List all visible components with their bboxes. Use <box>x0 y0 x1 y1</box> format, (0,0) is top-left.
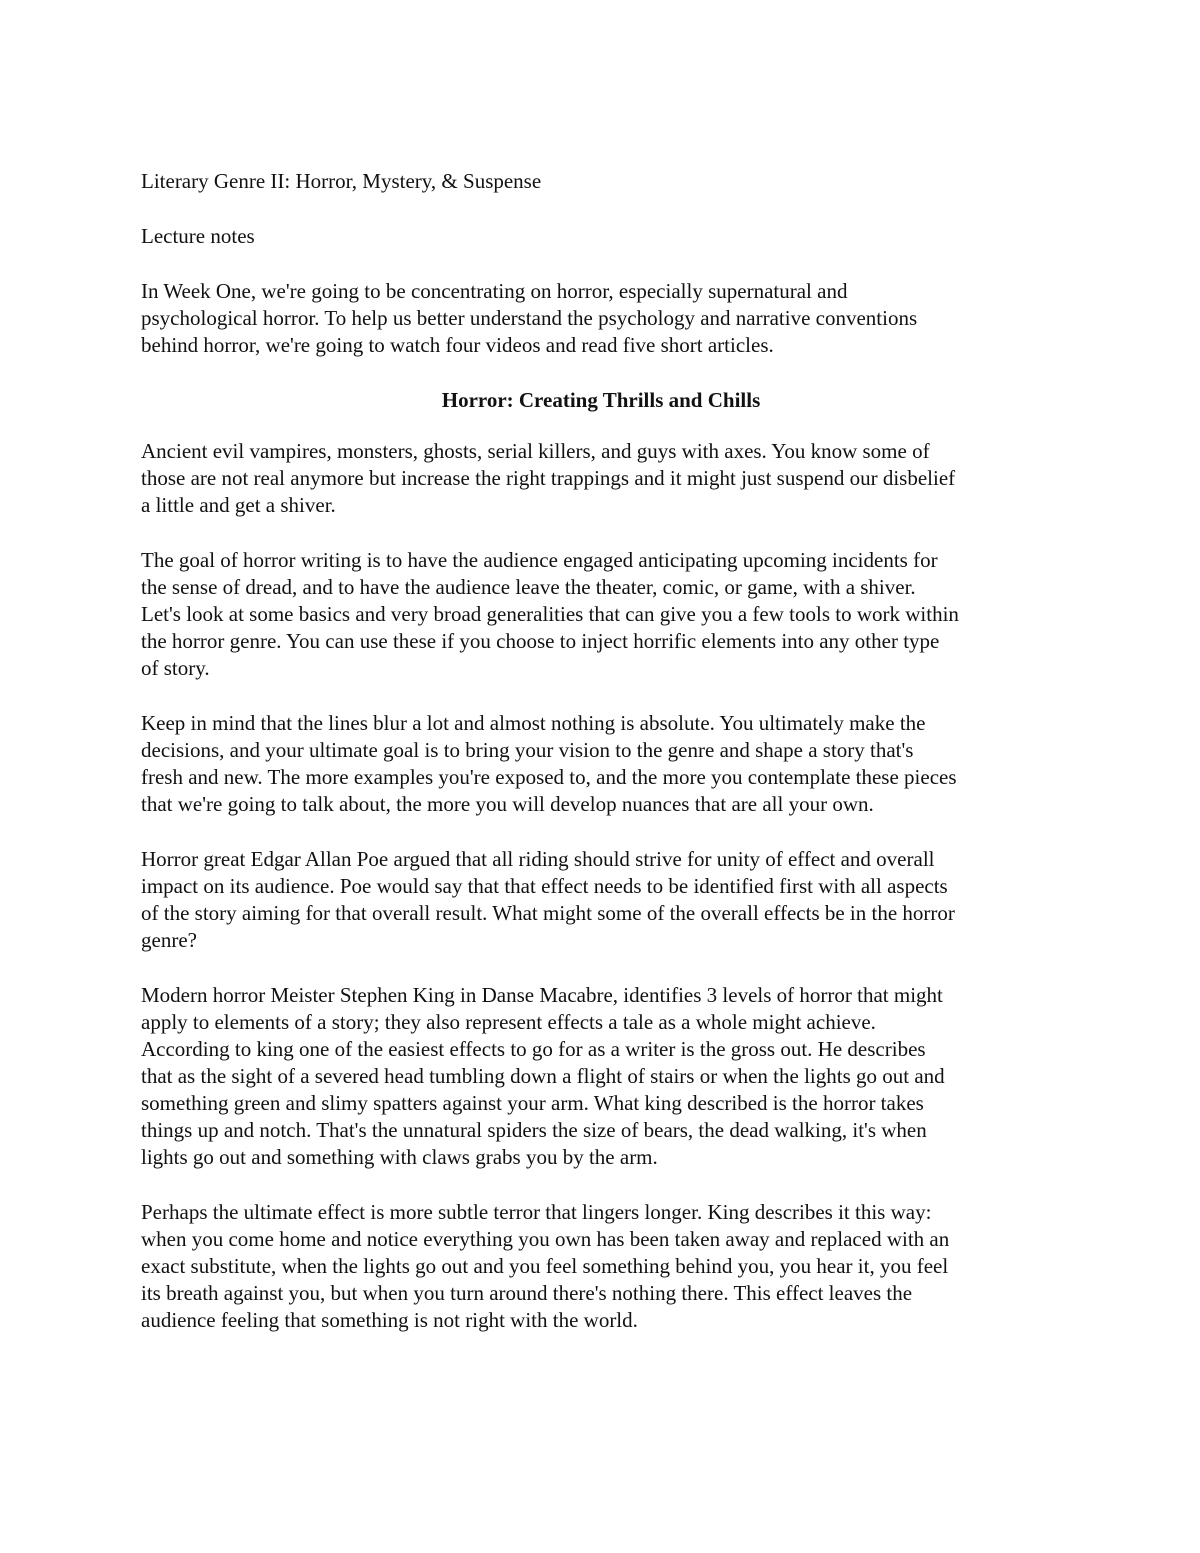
paragraph-line: Perhaps the ultimate effect is more subtle terror that lingers longer. King describes it this way: <box>141 1200 932 1224</box>
body-paragraph-2 <box>141 547 1061 682</box>
body-paragraph-1 <box>141 438 1061 519</box>
paragraph-line: According to king one of the easiest effects to go for as a writer is the gross out. He describes <box>141 1037 926 1061</box>
paragraph-line: something green and slimy spatters against your arm. What king described is the horror takes <box>141 1091 924 1115</box>
body-paragraph-5 <box>141 982 1061 1171</box>
body-paragraph-6 <box>141 1199 1061 1334</box>
paragraph-line: genre? <box>141 928 197 952</box>
document-page <box>141 168 1061 1362</box>
paragraph-line: when you come home and notice everything you own has been taken away and replaced with an <box>141 1227 950 1251</box>
paragraph-line: Keep in mind that the lines blur a lot and almost nothing is absolute. You ultimately make the <box>141 711 926 735</box>
paragraph-line: exact substitute, when the lights go out and you feel something behind you, you hear it, you feel <box>141 1254 949 1278</box>
paragraph-line: audience feeling that something is not right with the world. <box>141 1308 638 1332</box>
paragraph-line: The goal of horror writing is to have the audience engaged anticipating upcoming incidents for <box>141 548 938 572</box>
paragraph-line: Ancient evil vampires, monsters, ghosts, serial killers, and guys with axes. You know some of <box>141 439 930 463</box>
paragraph-line: the sense of dread, and to have the audience leave the theater, comic, or game, with a shiver. <box>141 575 916 599</box>
intro-paragraph <box>141 278 1061 359</box>
paragraph-line: a little and get a shiver. <box>141 493 336 517</box>
paragraph-line: fresh and new. The more examples you're exposed to, and the more you contemplate these pieces <box>141 765 957 789</box>
intro-line: psychological horror. To help us better understand the psychology and narrative conventions <box>141 306 918 330</box>
section-heading: Horror: Creating Thrills and Chills <box>441 388 761 412</box>
paragraph-line: its breath against you, but when you turn around there's nothing there. This effect leaves the <box>141 1281 913 1305</box>
paragraph-line: decisions, and your ultimate goal is to bring your vision to the genre and shape a story that's <box>141 738 914 762</box>
paragraph-line: that we're going to talk about, the more you will develop nuances that are all your own. <box>141 792 874 816</box>
paragraph-line: of the story aiming for that overall result. What might some of the overall effects be in the horror <box>141 901 955 925</box>
paragraph-line: Horror great Edgar Allan Poe argued that all riding should strive for unity of effect and overall <box>141 847 935 871</box>
paragraph-line: that as the sight of a severed head tumbling down a flight of stairs or when the lights go out and <box>141 1064 945 1088</box>
document-title: Literary Genre II: Horror, Mystery, & Suspense <box>141 169 542 193</box>
paragraph-line: of story. <box>141 656 210 680</box>
body-paragraph-3 <box>141 710 1061 818</box>
intro-line: In Week One, we're going to be concentrating on horror, especially supernatural and <box>141 279 848 303</box>
paragraph-line: apply to elements of a story; they also represent effects a tale as a whole might achieve. <box>141 1010 876 1034</box>
body-paragraph-4 <box>141 846 1061 954</box>
paragraph-line: those are not real anymore but increase the right trappings and it might just suspend our disbelief <box>141 466 956 490</box>
paragraph-line: Let's look at some basics and very broad generalities that can give you a few tools to work within <box>141 602 959 626</box>
paragraph-line: things up and notch. That's the unnatural spiders the size of bears, the dead walking, it's when <box>141 1118 927 1142</box>
paragraph-line: the horror genre. You can use these if you choose to inject horrific elements into any other type <box>141 629 940 653</box>
paragraph-line: lights go out and something with claws grabs you by the arm. <box>141 1145 658 1169</box>
paragraph-line: Modern horror Meister Stephen King in Danse Macabre, identifies 3 levels of horror that might <box>141 983 943 1007</box>
document-subtitle: Lecture notes <box>141 224 255 248</box>
intro-line: behind horror, we're going to watch four videos and read five short articles. <box>141 333 774 357</box>
paragraph-line: impact on its audience. Poe would say that that effect needs to be identified first with all aspects <box>141 874 948 898</box>
